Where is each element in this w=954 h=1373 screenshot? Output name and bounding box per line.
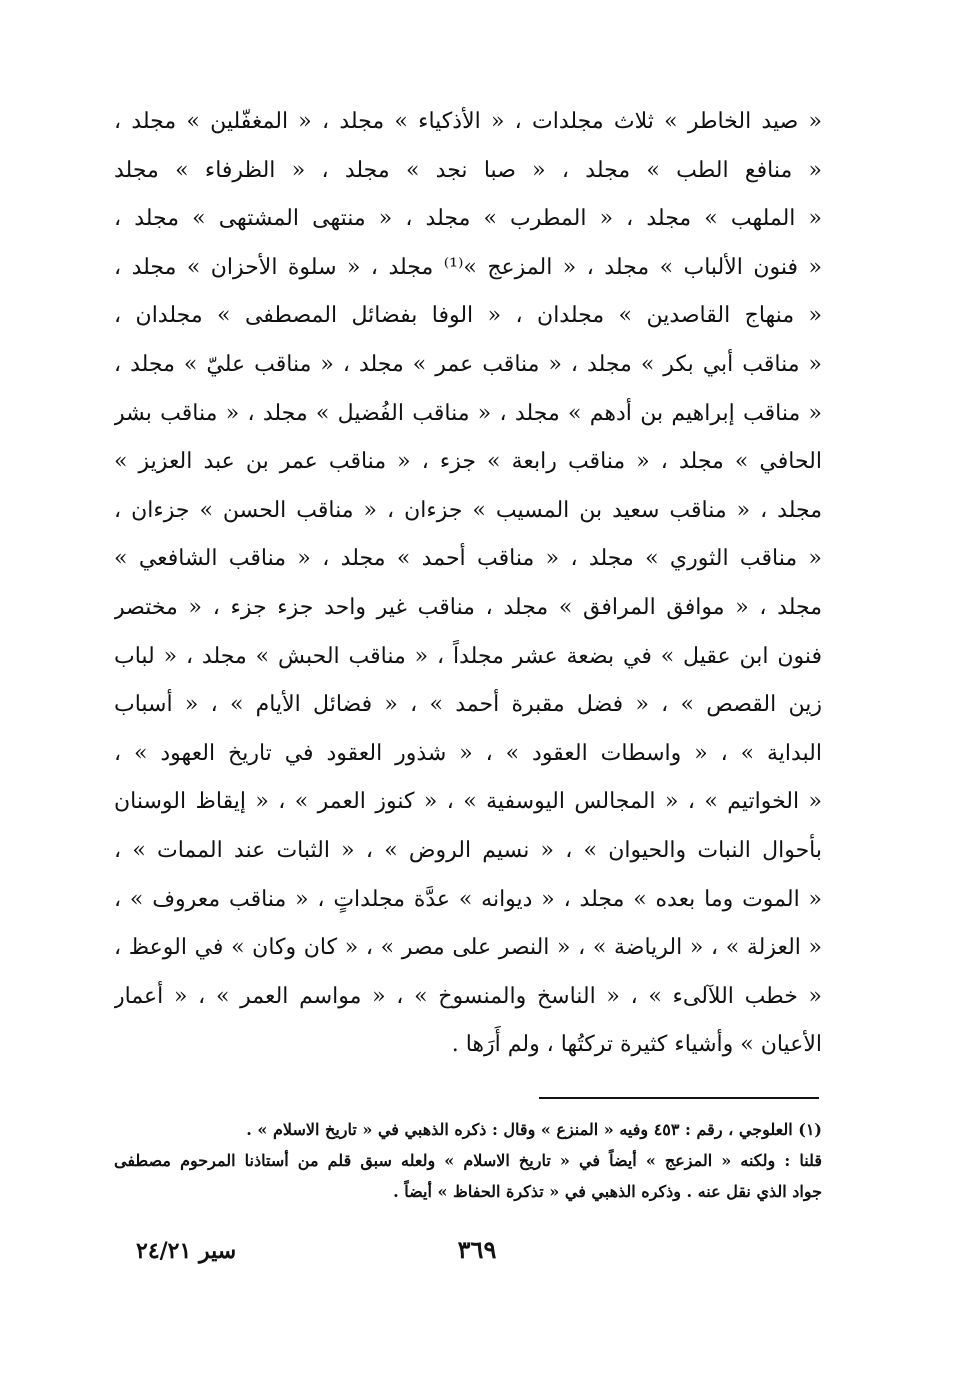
text-line: « الموت وما بعده » مجلد ، « ديوانه » عدَّة مجلداتٍ ، « مناقب معروف » ،: [114, 886, 822, 912]
footnote: [114, 1114, 822, 1207]
text-line: « الملهب » مجلد ، « المطرب » مجلد ، « منتهى المشتهى » مجلد ،: [114, 206, 822, 232]
text-line: « خطب اللآلىء » ، « الناسخ والمنسوخ » ، « مواسم العمر » ، « أعمار: [114, 983, 822, 1009]
text-line: « مناقب الثوري » مجلد ، « مناقب أحمد » مجلد ، « مناقب الشافعي »: [114, 546, 822, 572]
text-line: « صيد الخاطر » ثلاث مجلدات ، « الأذكياء » مجلد ، « المغفّلين » مجلد ،: [114, 109, 822, 134]
text-line: مجلد ، « موافق المرافق » مجلد ، مناقب غير واحد جزء جزء ، « مختصر: [114, 594, 822, 620]
text-line: « مناقب أبي بكر » مجلد ، « مناقب عمر » مجلد ، « مناقب عليّ » مجلد ،: [114, 351, 822, 377]
footnote-line: قلنا : ولكنه « المزعج » أيضاً في « تاريخ الاسلام » ولعله سبق قلم من أستاذنا المرحوم مصطفى: [114, 1151, 822, 1170]
footnote-line: جواد الذي نقل عنه . وذكره الذهبي في « تذكرة الحفاظ » أيضاً .: [393, 1182, 822, 1201]
footnote-line: (١) العلوجي ، رقم : ٤٥٣ وفيه « المنزع » وقال : ذكره الذهبي في « تاريخ الاسلام » .: [246, 1120, 822, 1139]
text-line: « العزلة » ، « الرياضة » ، « النصر على مصر » ، « كان وكان » في الوعظ ،: [114, 935, 822, 961]
main-text: [114, 98, 822, 1070]
text-line: مجلد ، « مناقب سعيد بن المسيب » جزءان ، « مناقب الحسن » جزءان ،: [114, 497, 822, 523]
footnote-separator: [539, 1097, 819, 1099]
text-line: زين القصص » ، « فضل مقبرة أحمد » ، « فضائل الأيام » ، « أسباب: [114, 692, 822, 718]
text-line: « فنون الألباب » مجلد ، « المزعج »⁽¹⁾ مجلد ، « سلوة الأحزان » مجلد ،: [114, 254, 822, 280]
text-line: البداية » ، « واسطات العقود » ، « شذور العقود في تاريخ العهود » ،: [114, 740, 822, 766]
text-line: « الخواتيم » ، « المجالس اليوسفية » ، « كنوز العمر » ، « إيقاظ الوسنان: [114, 789, 822, 815]
text-line: « مناقب إبراهيم بن أدهم » مجلد ، « مناقب الفُضيل » مجلد ، « مناقب بشر: [114, 400, 822, 426]
page-number: ٣٦٩: [457, 1235, 497, 1264]
text-line: الحافي » مجلد ، « مناقب رابعة » جزء ، « مناقب عمر بن عبد العزيز »: [114, 449, 822, 475]
text-line: بأحوال النبات والحيوان » ، « نسيم الروض » ، « الثبات عند الممات » ،: [114, 837, 822, 863]
printer-signature: سير ٢٤/٢١: [136, 1238, 237, 1264]
text-line: الأعيان » وأشياء كثيرة تركتُها ، ولم أَرَها .: [451, 1032, 822, 1058]
text-line: فنون ابن عقيل » في بضعة عشر مجلداً ، « مناقب الحبش » مجلد ، « لباب: [114, 643, 822, 669]
text-line: « منهاج القاصدين » مجلدان ، « الوفا بفضائل المصطفى » مجلدان ،: [114, 303, 822, 329]
text-line: « منافع الطب » مجلد ، « صبا نجد » مجلد ، « الظرفاء » مجلد: [114, 157, 822, 183]
